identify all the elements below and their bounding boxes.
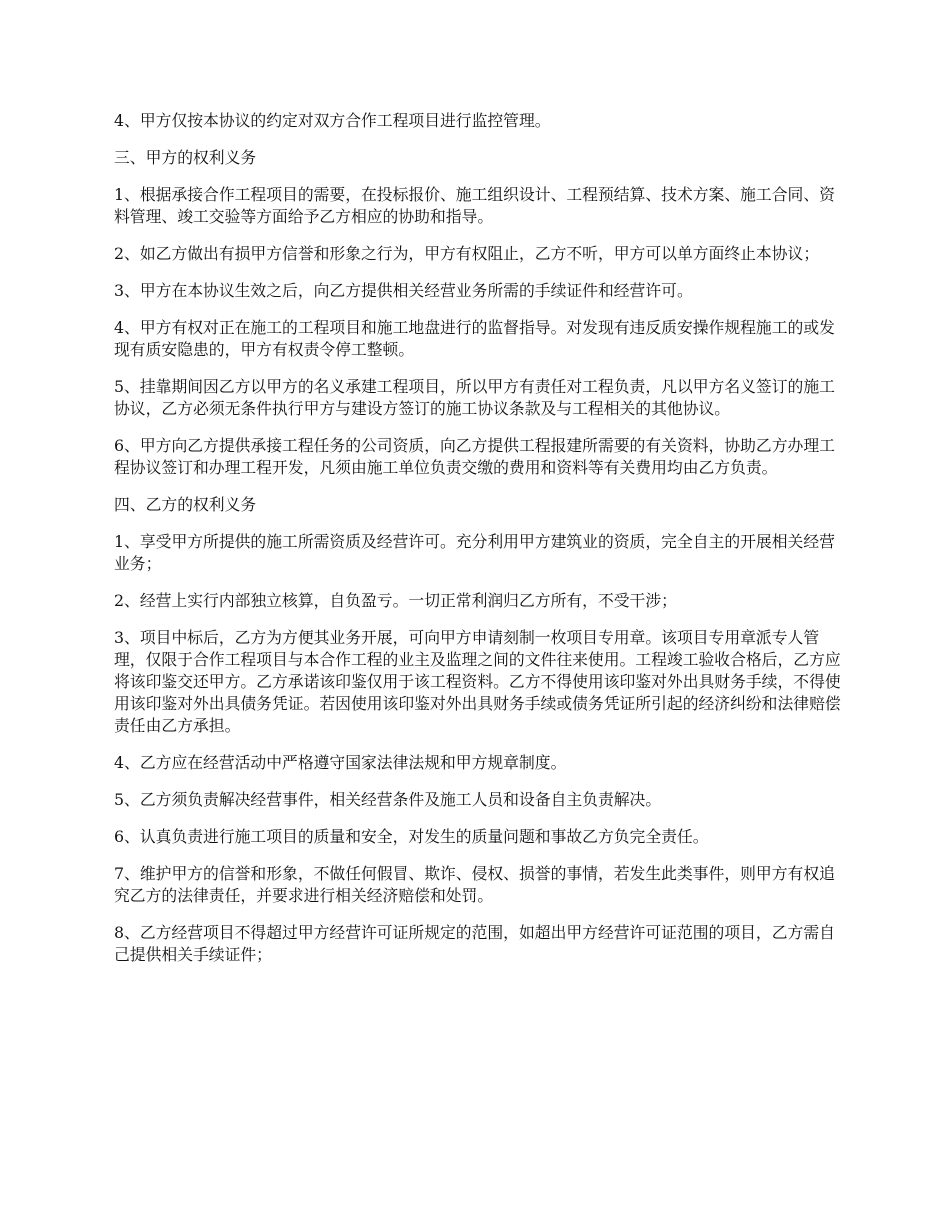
clause-paragraph: 2、如乙方做出有损甲方信誉和形象之行为，甲方有权阻止，乙方不听，甲方可以单方面终止本协议； <box>114 244 820 263</box>
clause-paragraph: 2、经营上实行内部独立核算，自负盈亏。一切正常利润归乙方所有，不受干涉； <box>114 591 677 610</box>
clause-paragraph: 5、挂靠期间因乙方以甲方的名义承建工程项目，所以甲方有责任对工程负责，凡以甲方名义签订的施工协议，乙方必须无条件执行甲方与建设方签订的施工协议条款及与工程相关的其他协议。 <box>114 377 835 418</box>
clause-paragraph: 7、维护甲方的信誉和形象，不做任何假冒、欺诈、侵权、损誉的事情，若发生此类事件，则甲方有权追究乙方的法律责任，并要求进行相关经济赔偿和处罚。 <box>114 864 835 905</box>
clause-paragraph: 4、甲方有权对正在施工的工程项目和施工地盘进行的监督指导。对发现有违反质安操作规程施工的或发现有质安隐患的，甲方有权责令停工整顿。 <box>114 318 835 359</box>
clause-paragraph: 6、认真负责进行施工项目的质量和安全，对发生的质量问题和事故乙方负完全责任。 <box>114 827 709 846</box>
clause-paragraph: 3、项目中标后，乙方为方便其业务开展，可向甲方申请刻制一枚项目专用章。该项目专用章派专人管理，仅限于合作工程项目与本合作工程的业主及监理之间的文件往来使用。工程竣工验收合格后，乙方应将该印鉴交还甲方。乙方承诺该印鉴仅用于该工程资料。乙方不得使用该印鉴对外出具财务手续，不得使用该印鉴对外出具债务凭证。若因使用该印鉴对外出具财务手续或债务凭证所引起的经济纠纷和法律赔偿责任由乙方承担。 <box>114 628 841 735</box>
clause-paragraph: 8、乙方经营项目不得超过甲方经营许可证所规定的范围，如超出甲方经营许可证范围的项目，乙方需自己提供相关手续证件； <box>114 923 835 964</box>
clause-paragraph: 1、享受甲方所提供的施工所需资质及经营许可。充分利用甲方建筑业的资质，完全自主的开展相关经营业务； <box>114 532 835 573</box>
document-body <box>114 110 842 981</box>
section-heading: 三、甲方的权利义务 <box>114 148 257 167</box>
section-heading: 四、乙方的权利义务 <box>114 495 257 514</box>
clause-paragraph: 4、乙方应在经营活动中严格遵守国家法律法规和甲方规章制度。 <box>114 753 567 772</box>
clause-paragraph: 6、甲方向乙方提供承接工程任务的公司资质，向乙方提供工程报建所需要的有关资料，协助乙方办理工程协议签订和办理工程开发，凡须由施工单位负责交缴的费用和资料等有关费用均由乙方负责。 <box>114 436 835 477</box>
clause-paragraph: 3、甲方在本协议生效之后，向乙方提供相关经营业务所需的手续证件和经营许可。 <box>114 281 693 300</box>
clause-paragraph: 4、甲方仅按本协议的约定对双方合作工程项目进行监控管理。 <box>114 111 551 130</box>
clause-paragraph: 1、根据承接合作工程项目的需要，在投标报价、施工组织设计、工程预结算、技术方案、施工合同、资料管理、竣工交验等方面给予乙方相应的协助和指导。 <box>114 185 835 226</box>
clause-paragraph: 5、乙方须负责解决经营事件，相关经营条件及施工人员和设备自主负责解决。 <box>114 790 662 809</box>
